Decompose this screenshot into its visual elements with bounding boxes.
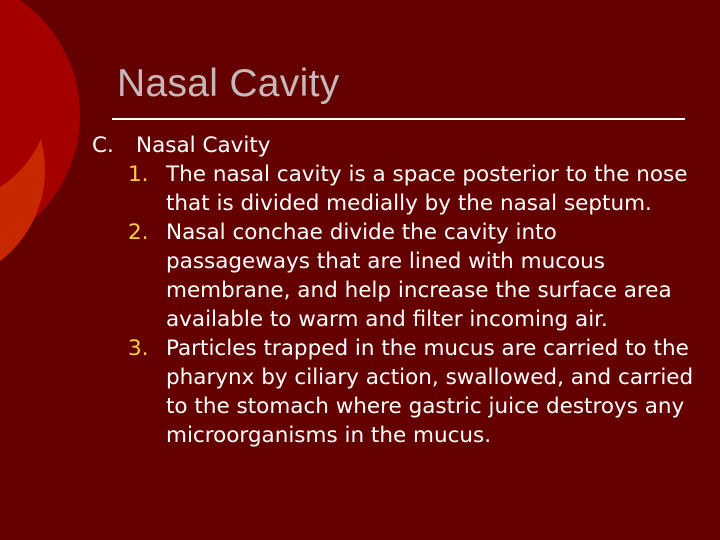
- slide-body: [92, 131, 702, 450]
- slide-title: Nasal Cavity: [117, 62, 340, 105]
- list-item-text: Nasal conchae divide the cavity into passageways that are lined with mucous membrane, and help increase the surface area available to warm and filter incoming air.: [166, 220, 672, 332]
- list-item: [128, 160, 702, 218]
- list-item-number: 3.: [128, 336, 149, 361]
- list-item: [128, 334, 702, 450]
- list-item-number: 1.: [128, 162, 149, 187]
- outline-heading: [92, 131, 702, 160]
- list-item-text: The nasal cavity is a space posterior to the nose that is divided medially by the nasal septum.: [166, 162, 688, 216]
- outline-heading-text: Nasal Cavity: [136, 133, 271, 158]
- title-divider: [112, 118, 685, 120]
- list-item-number: 2.: [128, 220, 149, 245]
- outline-heading-label: C.: [92, 133, 114, 158]
- list-item-text: Particles trapped in the mucus are carried to the pharynx by ciliary action, swallowed, and carried to the stomach where gastric juice destroys any microorganisms in the mucus.: [166, 336, 694, 448]
- list-item: [128, 218, 702, 334]
